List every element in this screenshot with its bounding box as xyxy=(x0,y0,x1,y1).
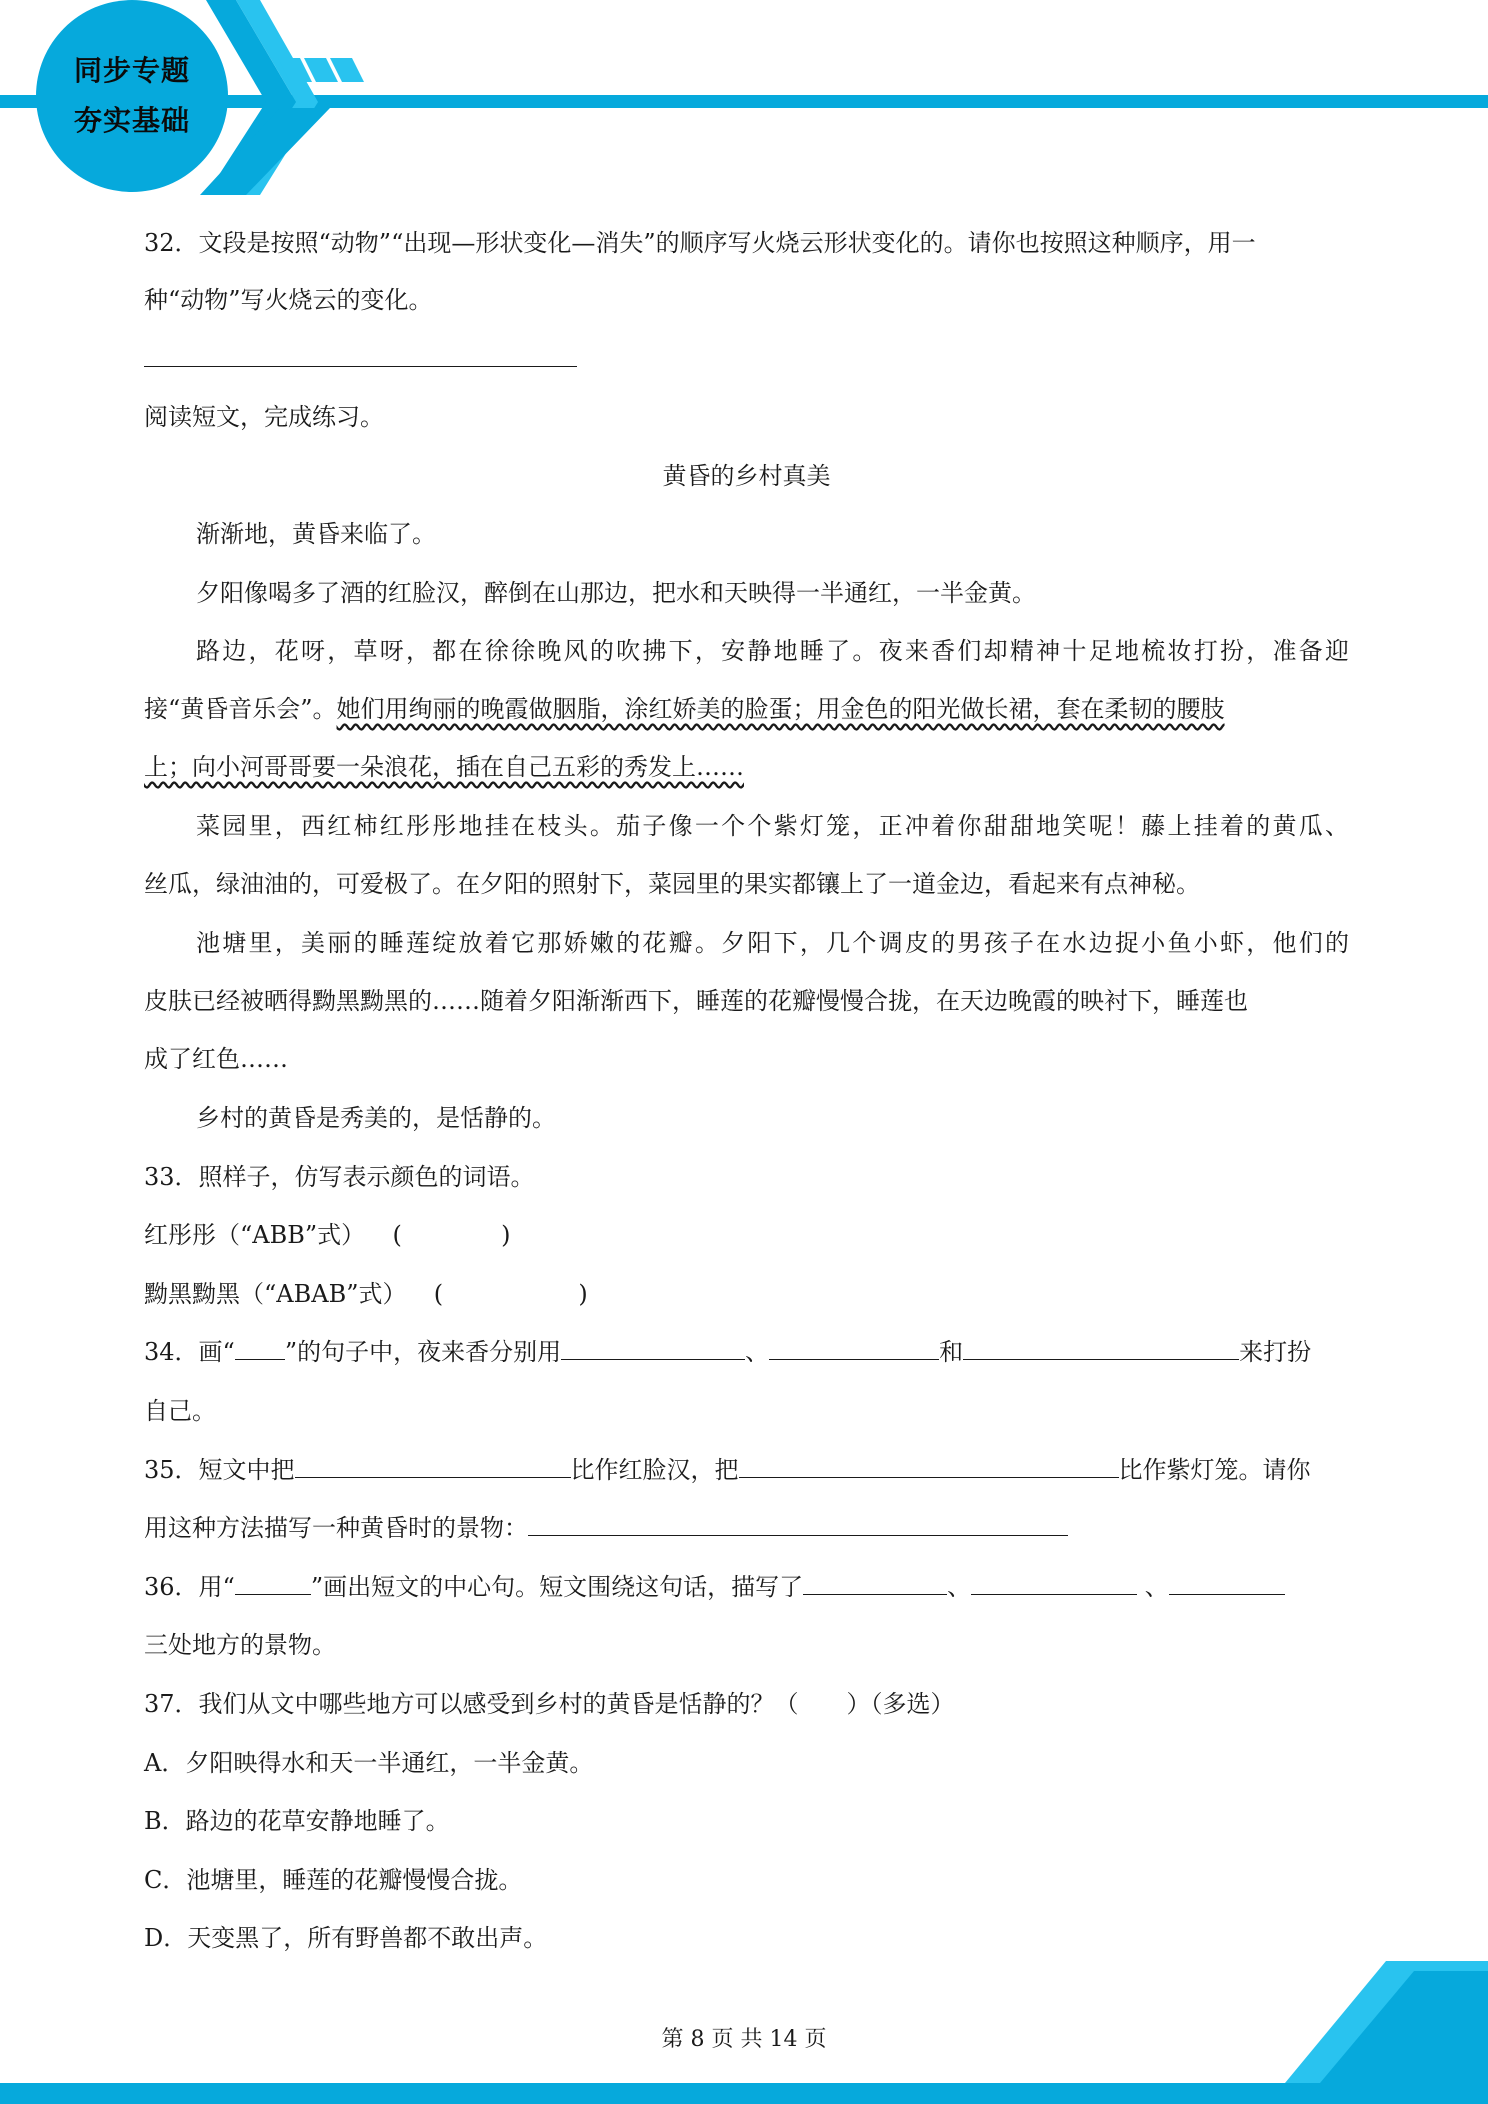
q37-option-a[interactable]: A．夕阳映得水和天一半通红，一半金黄。 xyxy=(144,1749,594,1777)
q37-option-b[interactable]: B．路边的花草安静地睡了。 xyxy=(144,1807,450,1835)
p3-wavy-sentence-part-2: 上；向小河哥哥要一朵浪花，插在自己五彩的秀发上…… xyxy=(144,753,744,781)
q35-part-2: 比作红脸汉，把 xyxy=(570,1456,739,1484)
badge-line-2: 夯实基础 xyxy=(73,104,190,137)
q35-blank-3[interactable] xyxy=(528,1513,1068,1536)
q32-line-2: 种“动物”写火烧云的变化。 xyxy=(144,286,433,314)
q34-blank-3[interactable] xyxy=(963,1337,1239,1360)
q37-stem: 37．我们从文中哪些地方可以感受到乡村的黄昏是恬静的？（ ）（多选） xyxy=(144,1690,955,1718)
q33-item-1-label: 红彤彤（“ABB”式） xyxy=(144,1221,366,1249)
q34-part-2: ”的句子中，夜来香分别用 xyxy=(284,1338,562,1366)
q33-item-2-paren-close: ) xyxy=(578,1280,588,1308)
q33-item-1-paren-open: ( xyxy=(392,1221,402,1249)
q34-part-1: 34．画“ xyxy=(144,1338,235,1366)
q33-item-1-paren-close: ) xyxy=(501,1221,511,1249)
q34-mark-sample xyxy=(235,1337,285,1360)
q34-blank-1[interactable] xyxy=(561,1337,745,1360)
q33-item-2-label: 黝黑黝黑（“ABAB”式） xyxy=(144,1280,407,1308)
q36-line-1 xyxy=(144,1570,1349,1604)
p3-wavy-sentence-part-1: 她们用绚丽的晚霞做胭脂，涂红娇美的脸蛋；用金色的阳光做长裙，套在柔韧的腰肢 xyxy=(336,695,1225,723)
passage-paragraph-6: 乡村的黄昏是秀美的，是恬静的。 xyxy=(196,1104,556,1132)
passage-paragraph-1: 渐渐地，黄昏来临了。 xyxy=(196,520,436,548)
q32-line-1: 32．文段是按照“动物”“出现—形状变化—消失”的顺序写火烧云形状变化的。请你也按照这种顺序，用一 xyxy=(144,229,1256,257)
passage-paragraph-3-line-3 xyxy=(144,750,1349,784)
q35-blank-2[interactable] xyxy=(739,1455,1119,1478)
q35-part-3: 比作紫灯笼。请你 xyxy=(1118,1456,1311,1484)
q33-item-2-paren-open: ( xyxy=(433,1280,444,1308)
passage-paragraph-3-line-1: 路边，花呀，草呀，都在徐徐晚风的吹拂下，安静地睡了。夜来香们却精神十足地梳妆打扮，准备迎 xyxy=(196,637,1349,665)
q36-blank-2[interactable] xyxy=(971,1572,1137,1595)
q34-sep-2: 和 xyxy=(939,1338,964,1366)
passage-paragraph-3-line-2 xyxy=(144,692,1349,726)
q32-answer-blank[interactable] xyxy=(144,366,577,367)
badge-line-1: 同步专题 xyxy=(73,54,190,87)
q35-line-2-text: 用这种方法描写一种黄昏时的景物： xyxy=(144,1514,528,1542)
reading-instruction: 阅读短文，完成练习。 xyxy=(144,403,384,431)
q33-stem: 33．照样子，仿写表示颜色的词语。 xyxy=(144,1163,535,1191)
q33-item-2 xyxy=(144,1277,1349,1311)
q35-blank-1[interactable] xyxy=(295,1455,571,1478)
q36-part-1: 36．用“ xyxy=(144,1573,235,1601)
passage-paragraph-5-line-2: 皮肤已经被晒得黝黑黝黑的……随着夕阳渐渐西下，睡莲的花瓣慢慢合拢，在天边晚霞的映衬下，睡莲也 xyxy=(144,987,1248,1015)
q34-line-1 xyxy=(144,1335,1349,1369)
q37-option-d[interactable]: D．天变黑了，所有野兽都不敢出声。 xyxy=(144,1924,548,1952)
q35-line-2 xyxy=(144,1511,1349,1545)
section-badge xyxy=(36,0,228,192)
q36-blank-3[interactable] xyxy=(1169,1572,1285,1595)
q36-sep-1: 、 xyxy=(947,1573,972,1601)
passage-paragraph-5-line-3: 成了红色…… xyxy=(144,1045,288,1073)
q37-option-c[interactable]: C．池塘里，睡莲的花瓣慢慢合拢。 xyxy=(144,1866,523,1894)
q36-line-2: 三处地方的景物。 xyxy=(144,1631,336,1659)
q33-item-1 xyxy=(144,1218,1349,1252)
passage-paragraph-4-line-1: 菜园里，西红柿红彤彤地挂在枝头。茄子像一个个紫灯笼，正冲着你甜甜地笑呢！藤上挂着的黄瓜、 xyxy=(196,812,1349,840)
q36-sep-2: 、 xyxy=(1137,1573,1169,1601)
passage-paragraph-2: 夕阳像喝多了酒的红脸汉，醉倒在山那边，把水和天映得一半通红，一半金黄。 xyxy=(196,579,1036,607)
q36-blank-1[interactable] xyxy=(803,1572,947,1595)
q34-part-3: 来打扮 xyxy=(1239,1338,1312,1366)
passage-paragraph-4-line-2: 丝瓜，绿油油的，可爱极了。在夕阳的照射下，菜园里的果实都镶上了一道金边，看起来有点神秘。 xyxy=(144,870,1200,898)
p3-plain-text: 接“黄昏音乐会”。 xyxy=(144,695,337,723)
q35-line-1 xyxy=(144,1453,1349,1487)
q34-sep-1: 、 xyxy=(745,1338,770,1366)
q36-mark-sample xyxy=(235,1572,311,1595)
passage-paragraph-5-line-1: 池塘里，美丽的睡莲绽放着它那娇嫩的花瓣。夕阳下，几个调皮的男孩子在水边捉小鱼小虾，他们的 xyxy=(196,929,1349,957)
q34-blank-2[interactable] xyxy=(769,1337,939,1360)
page-number: 第 8 页 共 14 页 xyxy=(661,2027,827,2052)
footer-stripe xyxy=(0,2083,1488,2104)
q34-line-2: 自己。 xyxy=(144,1397,216,1425)
passage-title: 黄昏的乡村真美 xyxy=(662,462,831,490)
q35-part-1: 35．短文中把 xyxy=(144,1456,295,1484)
q36-part-2: ”画出短文的中心句。短文围绕这句话，描写了 xyxy=(310,1573,804,1601)
